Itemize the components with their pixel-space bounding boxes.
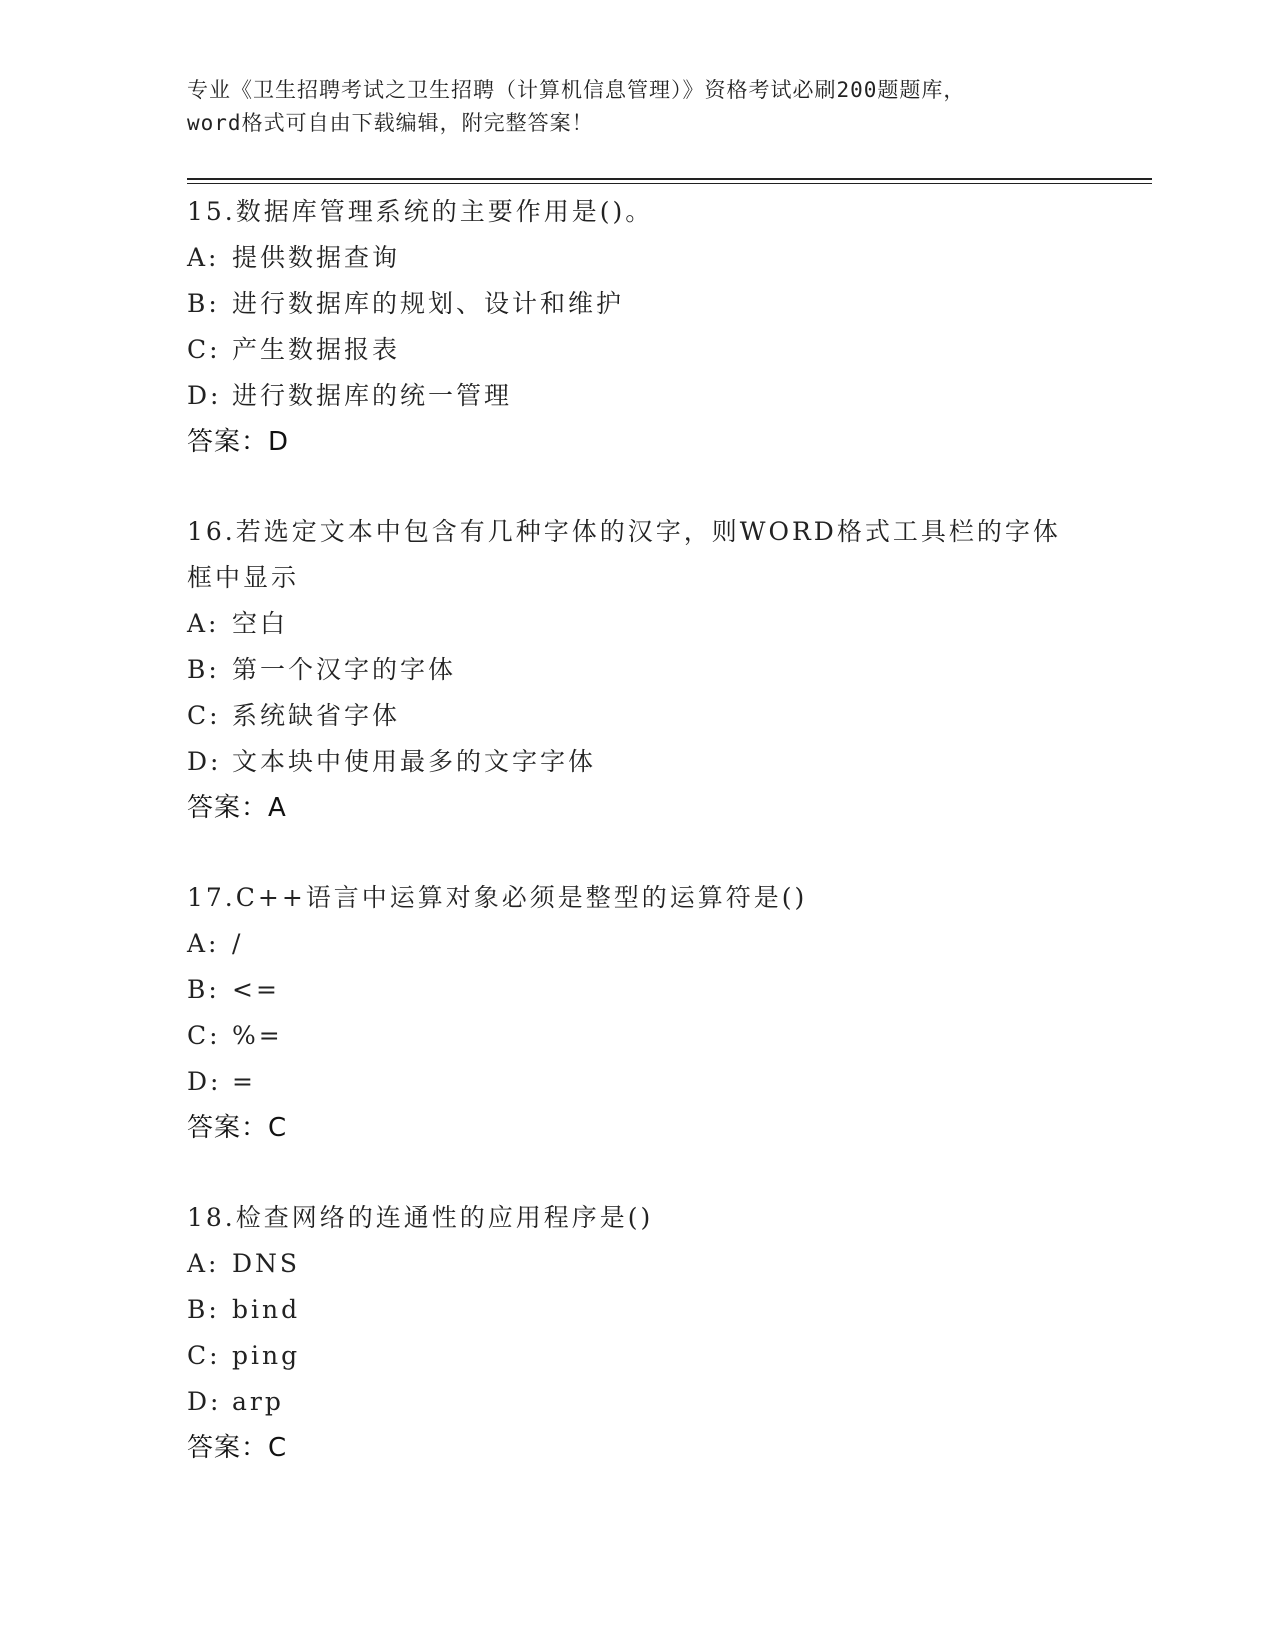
option-text: DNS bbox=[232, 1249, 301, 1278]
header-line-2: word格式可自由下载编辑，附完整答案！ bbox=[187, 111, 594, 135]
option-key: C: bbox=[187, 701, 221, 730]
question-16 bbox=[187, 509, 1087, 831]
answer-line: 答案：C bbox=[187, 1113, 288, 1143]
option-key: B: bbox=[187, 1295, 220, 1324]
question-17 bbox=[187, 875, 1087, 1151]
option-d bbox=[187, 1059, 1087, 1105]
option-key: A: bbox=[187, 929, 220, 958]
option-d bbox=[187, 739, 1087, 785]
option-d bbox=[187, 373, 1087, 419]
option-c bbox=[187, 1333, 1087, 1379]
question-spacer bbox=[187, 1151, 1087, 1195]
question-title: 18.检查网络的连通性的应用程序是() bbox=[187, 1203, 654, 1232]
option-a bbox=[187, 235, 1087, 281]
option-text: 进行数据库的统一管理 bbox=[232, 381, 513, 410]
option-key: C: bbox=[187, 1341, 221, 1370]
header-divider-thin bbox=[187, 183, 1152, 184]
question-spacer bbox=[187, 465, 1087, 509]
option-text: %= bbox=[232, 1021, 283, 1050]
option-key: B: bbox=[187, 655, 220, 684]
question-spacer bbox=[187, 831, 1087, 875]
option-key: C: bbox=[187, 335, 221, 364]
option-text: 提供数据查询 bbox=[232, 243, 401, 272]
option-text: 文本块中使用最多的文字字体 bbox=[232, 747, 597, 776]
question-18 bbox=[187, 1195, 1087, 1471]
option-c bbox=[187, 327, 1087, 373]
option-key: A: bbox=[187, 609, 220, 638]
option-key: B: bbox=[187, 975, 220, 1004]
option-text: 第一个汉字的字体 bbox=[232, 655, 457, 684]
option-b bbox=[187, 1287, 1087, 1333]
header-line-1: 专业《卫生招聘考试之卫生招聘（计算机信息管理）》资格考试必刷200题题库， bbox=[187, 78, 966, 102]
option-text: 系统缺省字体 bbox=[232, 701, 401, 730]
option-text: 进行数据库的规划、设计和维护 bbox=[232, 289, 625, 318]
option-text: 空白 bbox=[232, 609, 289, 638]
question-title: 16.若选定文本中包含有几种字体的汉字，则WORD格式工具栏的字体框中显示 bbox=[187, 517, 1061, 592]
question-list bbox=[187, 189, 1087, 1471]
option-text: bind bbox=[232, 1295, 301, 1324]
option-text: arp bbox=[232, 1387, 284, 1416]
option-text: = bbox=[232, 1067, 256, 1096]
option-a bbox=[187, 1241, 1087, 1287]
option-key: D: bbox=[187, 381, 222, 410]
option-a bbox=[187, 601, 1087, 647]
answer-line: 答案：C bbox=[187, 1433, 288, 1463]
option-key: D: bbox=[187, 1387, 222, 1416]
answer-line: 答案：D bbox=[187, 427, 290, 457]
option-key: C: bbox=[187, 1021, 221, 1050]
option-text: <= bbox=[232, 975, 280, 1004]
option-key: A: bbox=[187, 243, 220, 272]
option-a bbox=[187, 921, 1087, 967]
option-b bbox=[187, 967, 1087, 1013]
question-15 bbox=[187, 189, 1087, 465]
header-divider-thick bbox=[187, 178, 1152, 180]
option-key: D: bbox=[187, 1067, 222, 1096]
question-title: 15.数据库管理系统的主要作用是()。 bbox=[187, 197, 654, 226]
question-title: 17.C++语言中运算对象必须是整型的运算符是() bbox=[187, 883, 808, 912]
option-key: D: bbox=[187, 747, 222, 776]
option-key: B: bbox=[187, 289, 220, 318]
answer-line: 答案：A bbox=[187, 793, 287, 823]
option-text: / bbox=[232, 929, 244, 958]
option-c bbox=[187, 693, 1087, 739]
option-text: 产生数据报表 bbox=[232, 335, 401, 364]
option-text: ping bbox=[232, 1341, 301, 1370]
option-key: A: bbox=[187, 1249, 220, 1278]
option-c bbox=[187, 1013, 1087, 1059]
option-d bbox=[187, 1379, 1087, 1425]
option-b bbox=[187, 647, 1087, 693]
document-header bbox=[187, 74, 1087, 140]
option-b bbox=[187, 281, 1087, 327]
